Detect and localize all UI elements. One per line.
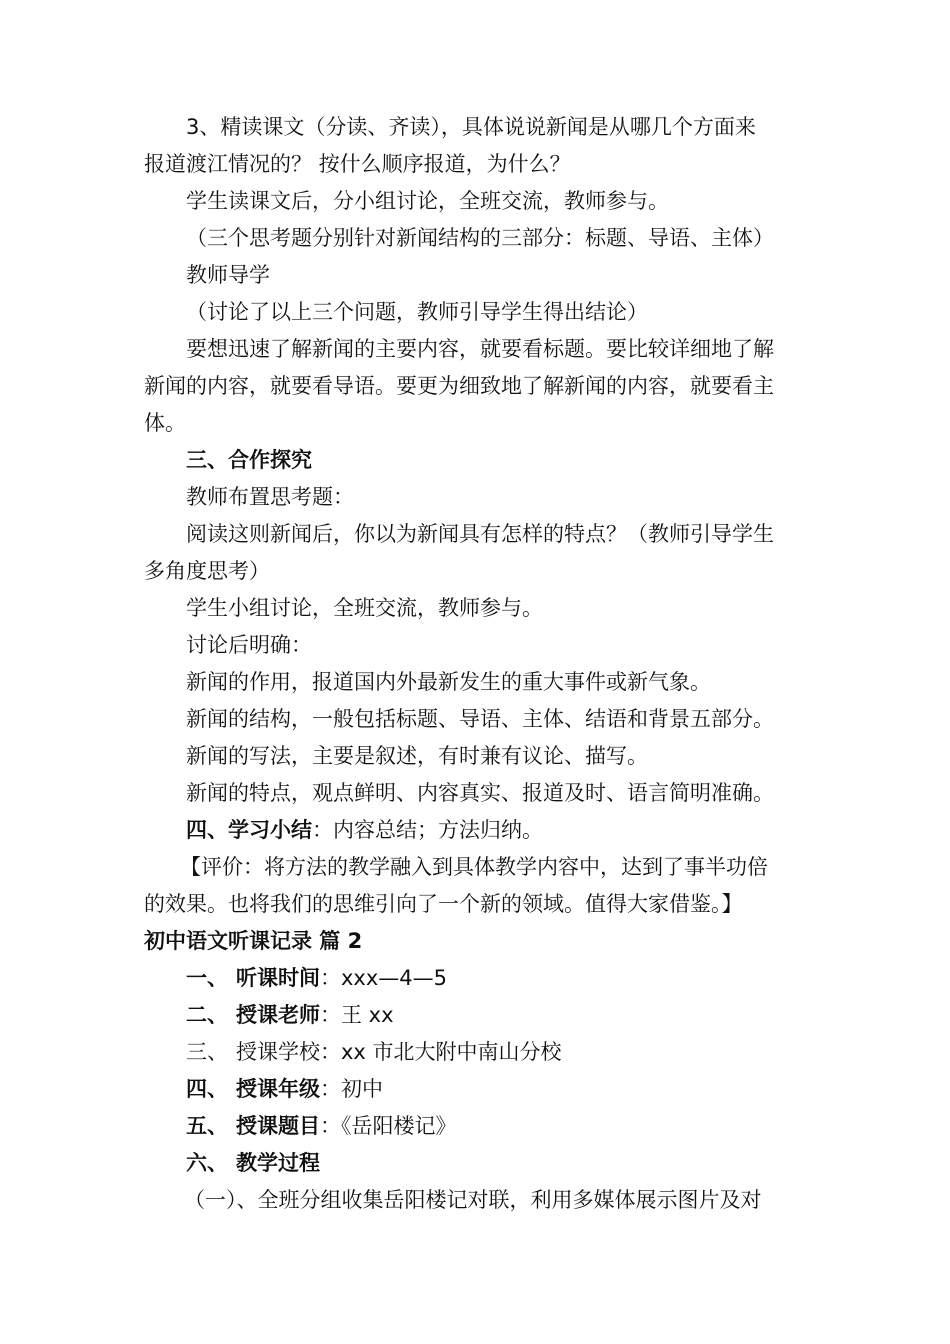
record-number: 五、 <box>186 1114 228 1138</box>
paragraph-line: 新闻的特点，观点鲜明、内容真实、报道及时、语言简明准确。 <box>186 781 774 805</box>
paragraph-line: 新闻的结构，一般包括标题、导语、主体、结语和背景五部分。 <box>186 707 774 731</box>
record-value: ：《岳阳楼记》 <box>320 1114 457 1138</box>
paragraph-line: 教师布置思考题： <box>186 485 354 509</box>
record-number: 三、 <box>186 1040 228 1064</box>
record-item <box>186 1145 320 1182</box>
paragraph-line: 学生小组讨论，全班交流，教师参与。 <box>186 596 543 620</box>
paragraph-line: 新闻的内容，就要看导语。要更为细致地了解新闻的内容，就要看主 <box>144 374 774 398</box>
record-number: 一、 <box>186 966 228 990</box>
record-number: 四、 <box>186 1077 228 1101</box>
record-label: 授课题目 <box>236 1114 320 1138</box>
paragraph-line: 报道渡江情况的？ 按什么顺序报道，为什么？ <box>144 152 571 176</box>
summary-label: 四、学习小结 <box>186 818 312 842</box>
record-label: 授课年级 <box>236 1077 320 1101</box>
paragraph-line: 3、精读课文（分读、齐读），具体说说新闻是从哪几个方面来 <box>186 115 756 139</box>
paragraph-line: 阅读这则新闻后，你以为新闻具有怎样的特点？（教师引导学生 <box>186 522 774 546</box>
record-item <box>186 1071 383 1108</box>
paragraph-line: 多角度思考） <box>144 559 270 583</box>
paragraph-line: （讨论了以上三个问题，教师引导学生得出结论） <box>186 300 648 324</box>
section-heading: 三、合作探究 <box>186 448 312 472</box>
record-value: ：初中 <box>320 1077 383 1101</box>
record-value: ：xx 市北大附中南山分校 <box>320 1040 562 1064</box>
evaluation-line: 【评价：将方法的教学融入到具体教学内容中，达到了事半功倍 <box>180 855 768 879</box>
paragraph-line: （三个思考题分别针对新闻结构的三部分：标题、导语、主体） <box>186 226 774 250</box>
record-number: 二、 <box>186 1003 228 1027</box>
record-item <box>186 1108 457 1145</box>
paragraph-line: 体。 <box>144 411 186 435</box>
record-label: 教学过程 <box>236 1151 320 1175</box>
record-number: 六、 <box>186 1151 228 1175</box>
evaluation-line: 的效果。也将我们的思维引向了一个新的领域。值得大家借鉴。】 <box>144 892 743 916</box>
record-item <box>186 1034 562 1071</box>
record-label: 授课学校 <box>236 1040 320 1064</box>
paragraph-line: 要想迅速了解新闻的主要内容，就要看标题。要比较详细地了解 <box>186 337 774 361</box>
summary-line <box>186 812 543 849</box>
record-value: ：xxx—4—5 <box>320 966 448 990</box>
record-label: 授课老师 <box>236 1003 320 1027</box>
paragraph-line: 教师导学 <box>186 263 270 287</box>
summary-text: ：内容总结；方法归纳。 <box>312 818 543 842</box>
section-title: 初中语文听课记录 篇 2 <box>144 929 363 953</box>
paragraph-line: 学生读课文后，分小组讨论，全班交流，教师参与。 <box>186 189 669 213</box>
paragraph-line: 讨论后明确： <box>186 633 312 657</box>
paragraph-line: 新闻的作用，报道国内外最新发生的重大事件或新气象。 <box>186 670 711 694</box>
record-item <box>186 960 447 997</box>
record-item <box>186 997 394 1034</box>
paragraph-line: （一）、全班分组收集岳阳楼记对联，利用多媒体展示图片及对 <box>184 1188 762 1212</box>
record-value: ：王 xx <box>320 1003 394 1027</box>
paragraph-line: 新闻的写法，主要是叙述，有时兼有议论、描写。 <box>186 744 648 768</box>
record-label: 听课时间 <box>236 966 320 990</box>
